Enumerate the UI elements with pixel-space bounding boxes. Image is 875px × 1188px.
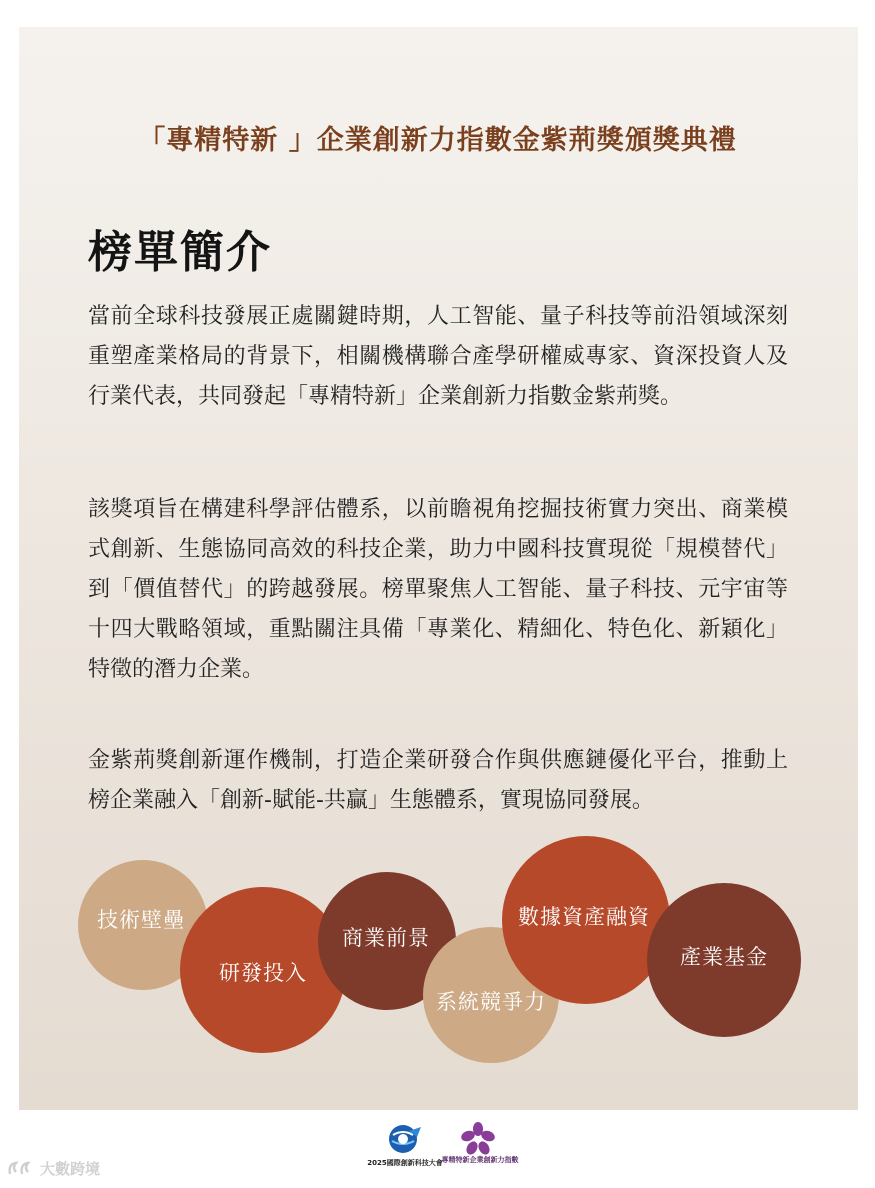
bubble-label: 商業前景 [342,926,430,950]
bubble-label: 技術壁壘 [97,908,185,932]
bubble-rd-investment [180,887,346,1053]
intro-paragraph-3: 金紫荊獎創新運作機制，打造企業研發合作與供應鏈優化平台，推動上榜企業融入「創新-賦能-共贏」生態體系，實現協同發展。 [88,748,788,813]
event-title: 「專精特新 」企業創新力指數金紫荊獎頒獎典禮 [138,125,737,156]
conference-logo-text: 2025國際創新科技大會 [367,1159,443,1167]
watermark-text: 大數跨境 [40,1160,101,1178]
watermark [6,1158,100,1179]
bubble-label: 系統競爭力 [436,990,546,1014]
globe-logo-icon [387,1123,425,1155]
bubble-label: 數據資產融資 [518,905,650,929]
section-title: 榜單簡介 [88,227,272,278]
brand-mark-icon [6,1160,36,1178]
bubble-label: 產業基金 [680,945,768,969]
intro-paragraph-2: 該獎項旨在構建科學評估體系，以前瞻視角挖掘技術實力突出、商業模式創新、生態協同高效的科技企業，助力中國科技實現從「規模替代」到「價值替代」的跨越發展。榜單聚焦人工智能、量子科技、元宇宙等十四大戰略領域，重點關注具備「專業化、精細化、特色化、新穎化」特徵的潛力企業。 [88,497,788,682]
bubble-industry-fund [647,883,801,1037]
index-logo-text: 專精特新企業創新力指數 [441,1156,519,1164]
intro-paragraph-1: 當前全球科技發展正處關鍵時期，人工智能、量子科技等前沿領域深刻重塑產業格局的背景下，相關機構聯合產學研權威專家、資深投資人及行業代表，共同發起「專精特新」企業創新力指數金紫荊獎。 [88,304,788,409]
bauhinia-logo-icon [461,1122,495,1156]
bubble-label: 研發投入 [219,961,307,985]
bubble-data-asset-financing [502,836,670,1004]
